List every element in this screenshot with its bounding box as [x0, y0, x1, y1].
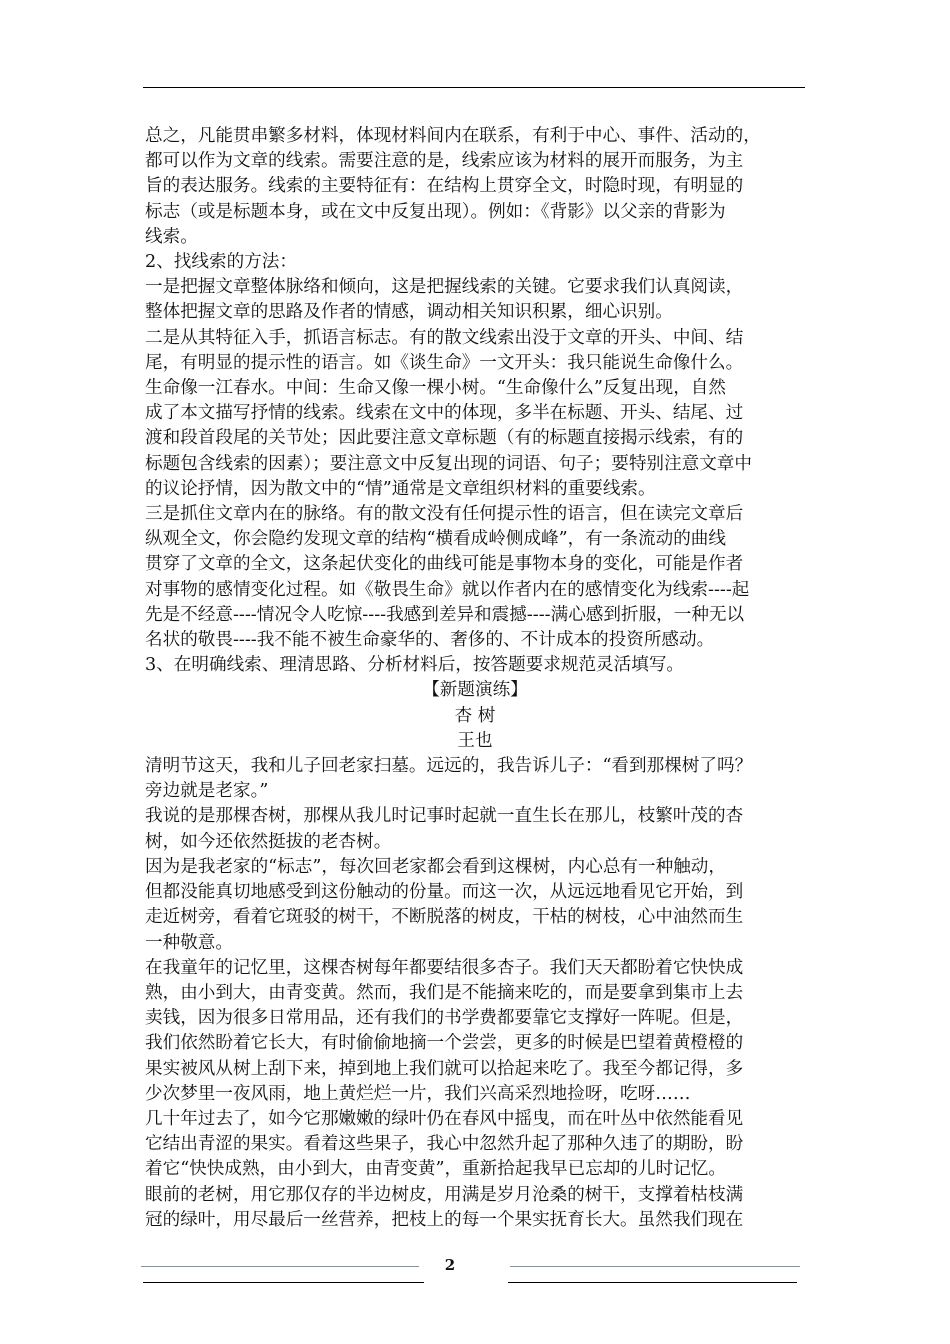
text-line: 先是不经意----情况令人吃惊----我感到差异和震撼----满心感到折服，一种无以 — [145, 604, 745, 625]
article-line: 它结出青涩的果实。看着这些果子，我心中忽然升起了那种久违了的期盼，盼 — [145, 1134, 744, 1155]
footer-rule-right-lower — [508, 1282, 797, 1283]
text-line: 尾，有明显的提示性的语言。如《谈生命》一文开头：我只能说生命像什么。 — [145, 352, 744, 373]
article-line: 旁边就是老家。” — [145, 781, 269, 802]
article-line: 因为是我老家的“标志”，每次回老家都会看到这棵树，内心总有一种触动， — [145, 856, 726, 877]
text-line: 旨的表达服务。线索的主要特征有：在结构上贯穿全文，时隐时现，有明显的 — [145, 176, 744, 197]
article-line: 我们依然盼着它长大，有时偷偷地摘一个尝尝，更多的时候是巴望着黄橙橙的 — [145, 1033, 744, 1054]
article-line: 走近树旁，看着它斑驳的树干，不断脱落的树皮，干枯的树枝，心中油然而生 — [145, 907, 744, 928]
footer-rule-left — [141, 1266, 419, 1267]
page-number: 2 — [444, 1256, 456, 1274]
text-line: 名状的敬畏----我不能不被生命豪华的、奢侈的、不计成本的投资所感动。 — [145, 630, 715, 651]
text-line: 二是从其特征入手，抓语言标志。有的散文线索出没于文章的开头、中间、结 — [145, 327, 744, 348]
header-rule — [143, 87, 805, 88]
text-line: 的议论抒情，因为散文中的“情”通常是文章组织材料的重要线索。 — [145, 478, 656, 499]
article-line: 着它“快快成熟，由小到大，由青变黄”，重新拾起我早已忘却的儿时记忆。 — [145, 1159, 726, 1180]
article-line: 树，如今还依然挺拔的老杏树。 — [145, 831, 392, 852]
text-line: 都可以作为文章的线索。需要注意的是，线索应该为材料的展开而服务，为主 — [145, 151, 744, 172]
article-line: 果实被风从树上刮下来，掉到地上我们就可以拾起来吃了。我至今都记得，多 — [145, 1058, 744, 1079]
text-line: 一是把握文章整体脉络和倾向，这是把握线索的关键。它要求我们认真阅读， — [145, 277, 744, 298]
text-line: 渡和段首段尾的关节处；因此要注意文章标题（有的标题直接揭示线索，有的 — [145, 428, 744, 449]
section-title: 【新题演练】 — [422, 680, 528, 701]
text-line: 线索。 — [145, 226, 198, 247]
text-line: 总之，凡能贯串繁多材料，体现材料间内在联系，有利于中心、事件、活动的， — [145, 126, 761, 146]
article-line: 少次梦里一夜风雨，地上黄烂烂一片，我们兴高采烈地捡呀，吃呀…… — [145, 1083, 691, 1104]
text-line: 标题包含线索的因素）；要注意文中反复出现的词语、句子；要特别注意文章中 — [145, 453, 752, 474]
article-line: 眼前的老树，用它那仅存的半边树皮，用满是岁月沧桑的树干，支撑着枯枝满 — [145, 1184, 744, 1205]
article-line: 在我童年的记忆里，这棵杏树每年都要结很多杏子。我们天天都盼着它快快成 — [145, 957, 744, 978]
text-line: 标志（或是标题本身，或在文中反复出现）。例如：《背影》以父亲的背影为 — [145, 201, 726, 222]
text-line: 纵观全文，你会隐约发现文章的结构“横看成岭侧成峰”，有一条流动的曲线 — [145, 529, 726, 550]
article-line: 清明节这天，我和儿子回老家扫墓。远远的，我告诉儿子：“看到那棵树了吗？ — [145, 756, 753, 777]
article-line: 一种敬意。 — [145, 932, 233, 953]
text-line: 成了本文描写抒情的线索。线索在文中的体现，多半在标题、开头、结尾、过 — [145, 403, 744, 424]
text-line: 对事物的感情变化过程。如《敬畏生命》就以作者内在的感情变化为线索----起 — [145, 579, 750, 600]
article-title: 杏 树 — [454, 705, 496, 726]
text-line: 三是抓住文章内在的脉络。有的散文没有任何提示性的语言，但在读完文章后 — [145, 504, 744, 525]
text-line: 整体把握文章的思路及作者的情感，调动相关知识积累，细心识别。 — [145, 302, 673, 323]
text-line: 2、找线索的方法： — [145, 252, 297, 273]
article-line: 我说的是那棵杏树，那棵从我儿时记事时起就一直生长在那儿，枝繁叶茂的杏 — [145, 806, 744, 827]
text-line: 生命像一江春水。中间：生命又像一棵小树。“生命像什么”反复出现，自然 — [145, 378, 726, 399]
article-line: 卖钱，因为很多日常用品，还有我们的书学费都要靠它支撑好一阵呢。但是， — [145, 1008, 744, 1029]
article-line: 冠的绿叶，用尽最后一丝营养，把枝上的每一个果实抚育长大。虽然我们现在 — [145, 1209, 744, 1230]
footer-rule-right — [510, 1266, 800, 1267]
article-line: 但都没能真切地感受到这份触动的份量。而这一次，从远远地看见它开始，到 — [145, 882, 744, 903]
article-line: 几十年过去了，如今它那嫩嫩的绿叶仍在春风中摇曳，而在叶丛中依然能看见 — [145, 1108, 744, 1129]
article-line: 熟，由小到大，由青变黄。然而，我们是不能摘来吃的，而是要拿到集市上去 — [145, 982, 744, 1003]
footer-rule-left-lower — [143, 1282, 424, 1283]
article-author: 王也 — [457, 730, 493, 751]
text-line: 3、在明确线索、理清思路、分析材料后，按答题要求规范灵活填写。 — [145, 655, 685, 676]
text-line: 贯穿了文章的全文，这条起伏变化的曲线可能是事物本身的变化，可能是作者 — [145, 554, 744, 575]
document-body — [145, 124, 805, 1233]
